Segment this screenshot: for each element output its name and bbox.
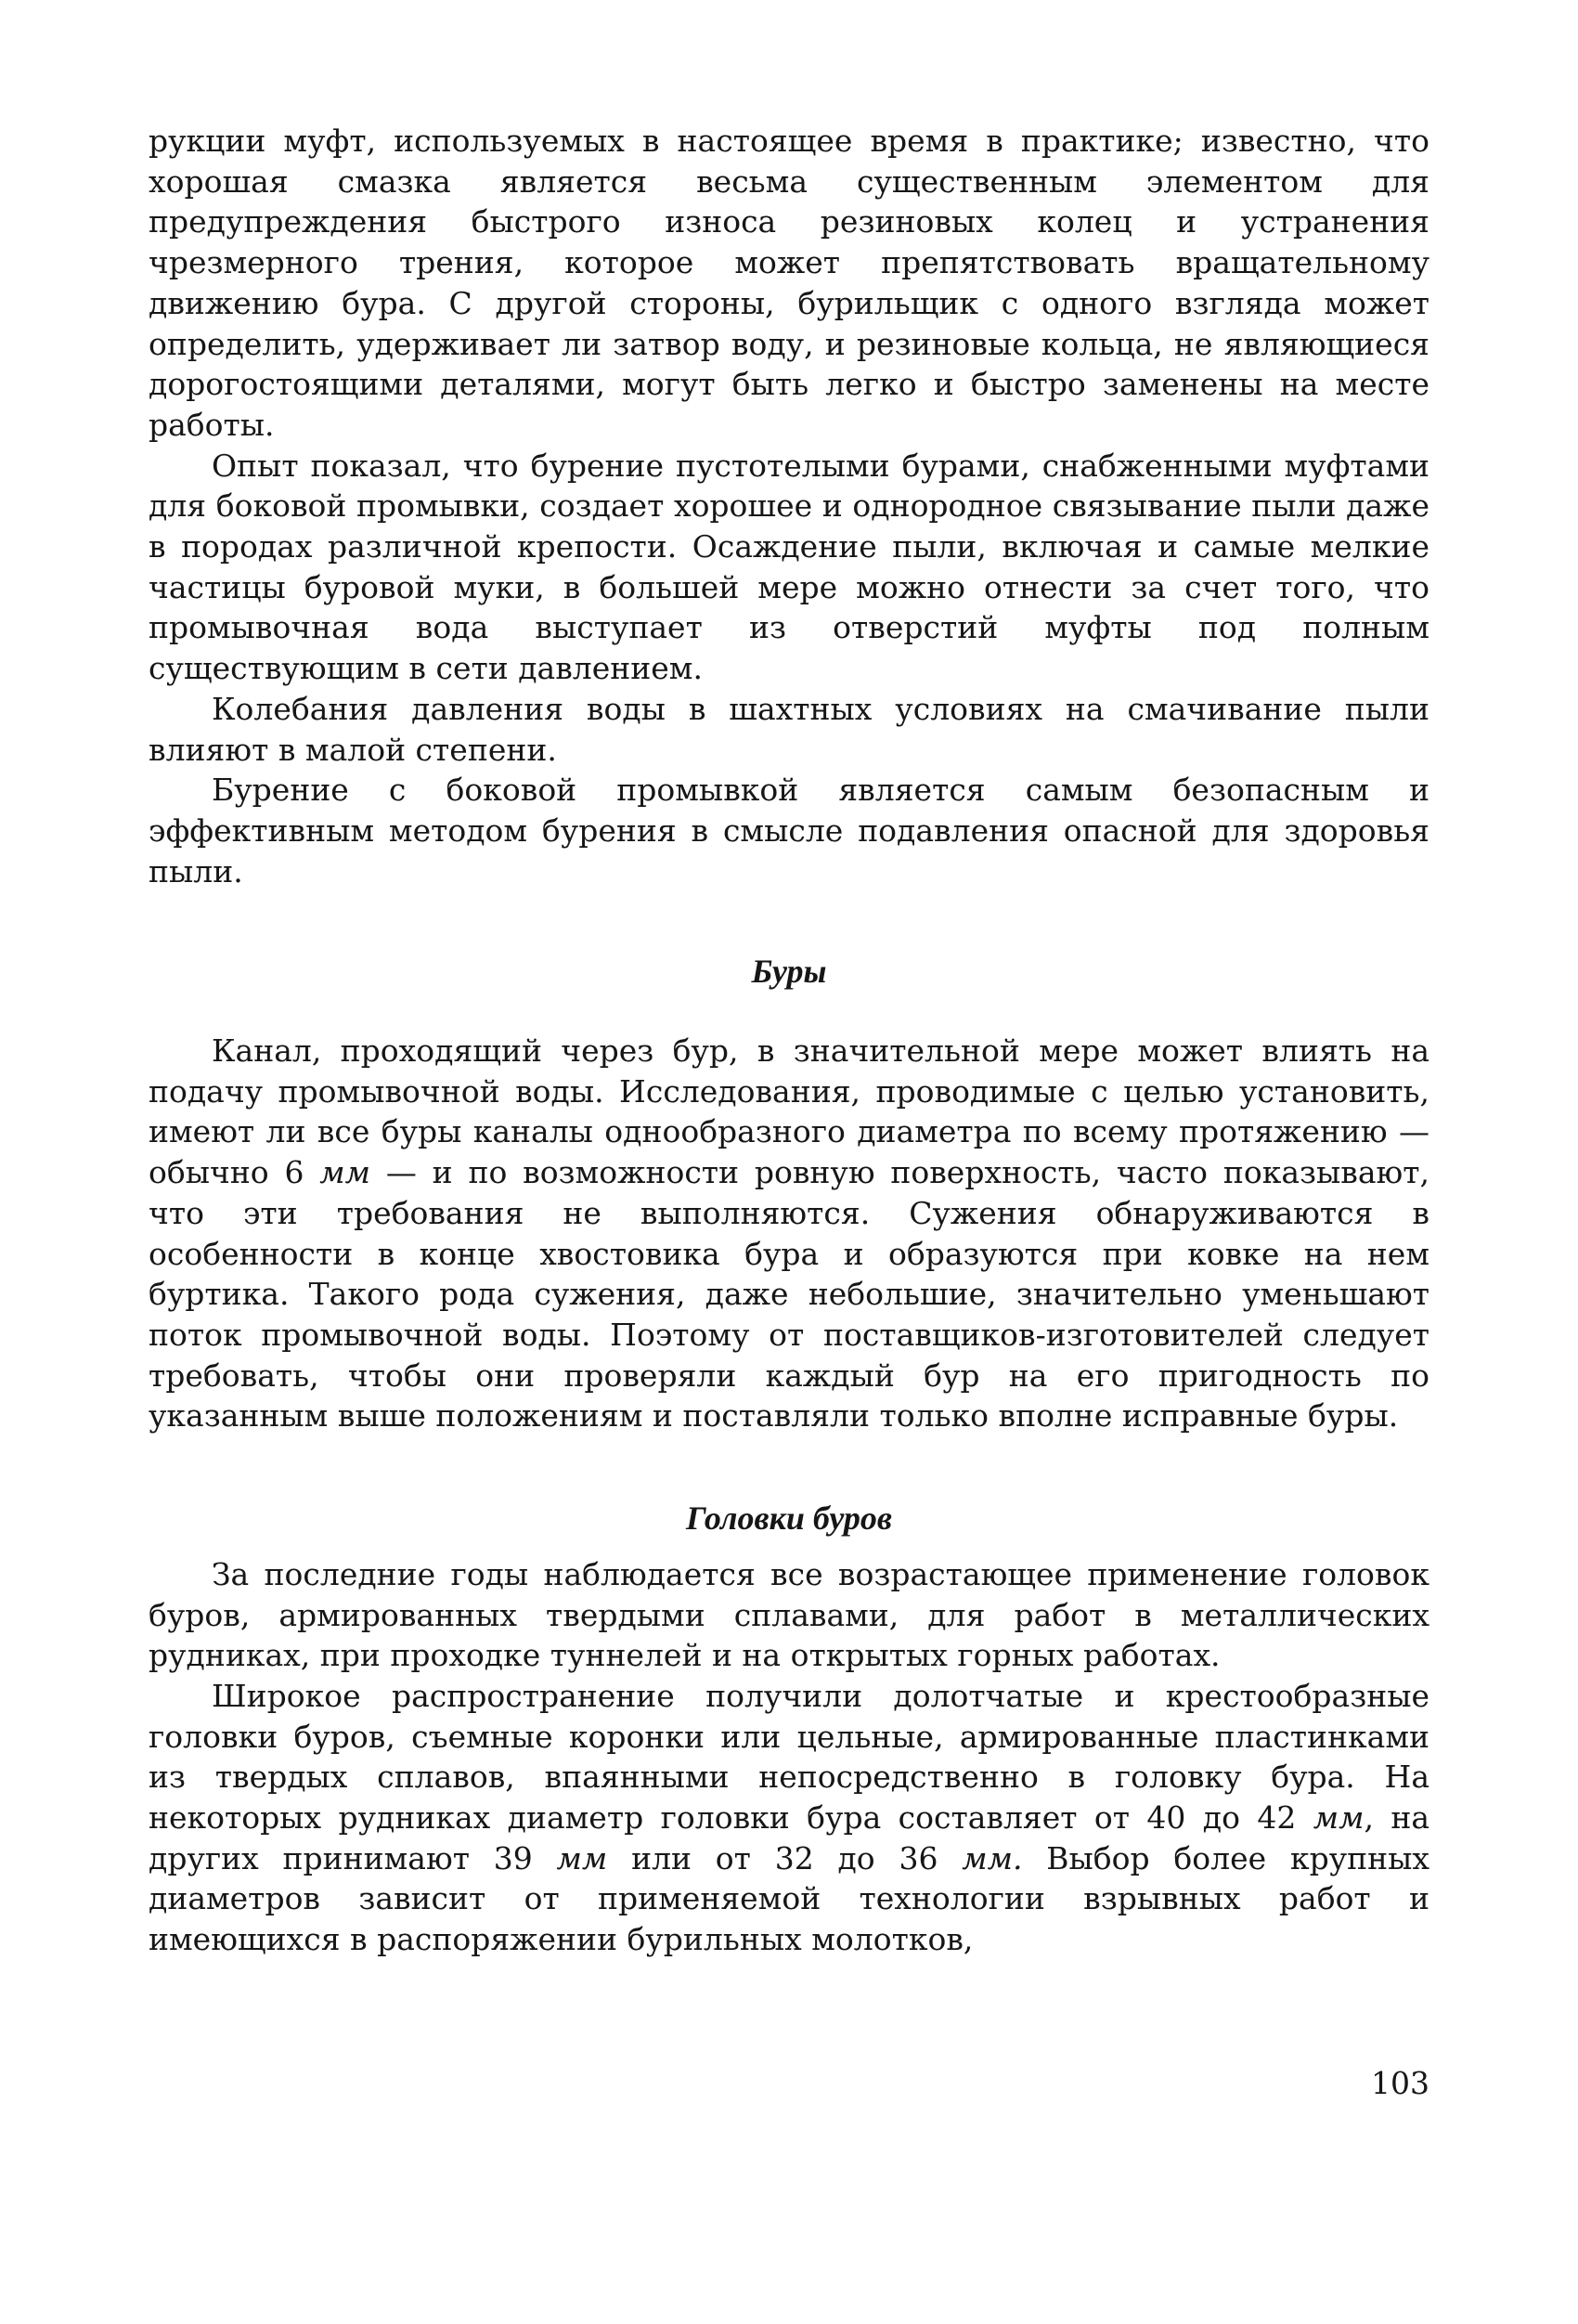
unit-mm: мм xyxy=(556,1839,608,1876)
page-body xyxy=(149,121,1429,1960)
text-run: или от 32 до 36 xyxy=(631,1839,938,1876)
text-run: , на других принимают 39 xyxy=(149,1799,1429,1876)
section-heading-drill-heads: Головки буров xyxy=(686,1500,892,1538)
paragraph-bit-diameters xyxy=(149,1676,1429,1960)
text-run: Выбор более крупных диаметров зависит от применяемой технологии взрывных работ и имеющихся в распоряжении бурильных молотков, xyxy=(149,1839,1429,1958)
unit-mm: мм xyxy=(319,1154,371,1191)
page-number: 103 xyxy=(1371,2065,1429,2101)
paragraph-intro-continuation: рукции муфт, используемых в настоящее время в практике; известно, что хорошая смазка является весьма существенным элементом для предупреждения быстрого износа резиновых колец и устранения чрезмерного трения, которое может препятствовать вращательному движению бура. С другой стороны, бурильщик с одного взгляда может определить, удерживает ли затвор воду, и резиновые кольца, не являющиеся дорогостоящими деталями, могут быть легко и быстро заменены на месте работы. xyxy=(149,123,1429,443)
unit-mm: мм. xyxy=(962,1839,1023,1876)
text-run: Канал, проходящий через бур, в значительной мере может влиять на подачу промывочной воды. Исследования, проводимые с целью установить, имеют ли все буры каналы однообразного диаметра по всему протяжению — обычно 6 xyxy=(149,1032,1429,1191)
paragraph-experience: Опыт показал, что бурение пустотелыми бурами, снабженными муфтами для боковой промывки, создает хорошее и однородное связывание пыли даже в породах различной крепости. Осаждение пыли, включая и самые мелкие частицы буровой муки, в большей мере можно отнести за счет того, что промывочная вода выступает из отверстий муфты под полным существующим в сети давлением. xyxy=(149,447,1429,687)
paragraph-pressure: Колебания давления воды в шахтных условиях на смачивание пыли влияют в малой степени. xyxy=(149,690,1429,768)
paragraph-drill-channel xyxy=(149,1031,1429,1436)
section-heading-drills: Буры xyxy=(751,953,827,991)
unit-mm: мм xyxy=(1313,1799,1365,1837)
paragraph-side-flushing: Бурение с боковой промывкой является самым безопасным и эффективным методом бурения в смысле подавления опасной для здоровья пыли. xyxy=(149,772,1429,889)
text-run: Широкое распространение получили долотчатые и крестообразные головки буров, съемные коронки или цельные, армированные пластинками из твердых сплавов, впаянными непосредственно в головку бура. На некоторых рудниках диаметр головки бура составляет от 40 до 42 xyxy=(149,1677,1429,1837)
text-run: — и по возможности ровную поверхность, часто показывают, что эти требования не выполняются. Сужения обнаруживаются в особенности в конце хвостовика бура и образуются при ковке на нем буртика. Такого рода сужения, даже небольшие, значительно уменьшают поток промывочной воды. Поэтому от поставщиков-изготовителей следует требовать, чтобы они проверяли каждый бур на его пригодность по указанным выше положениям и поставляли только вполне исправные буры. xyxy=(149,1154,1429,1435)
paragraph-hard-alloy: За последние годы наблюдается все возрастающее применение головок буров, армированных твердыми сплавами, для работ в металлических рудниках, при проходке туннелей и на открытых горных работах. xyxy=(149,1555,1429,1674)
